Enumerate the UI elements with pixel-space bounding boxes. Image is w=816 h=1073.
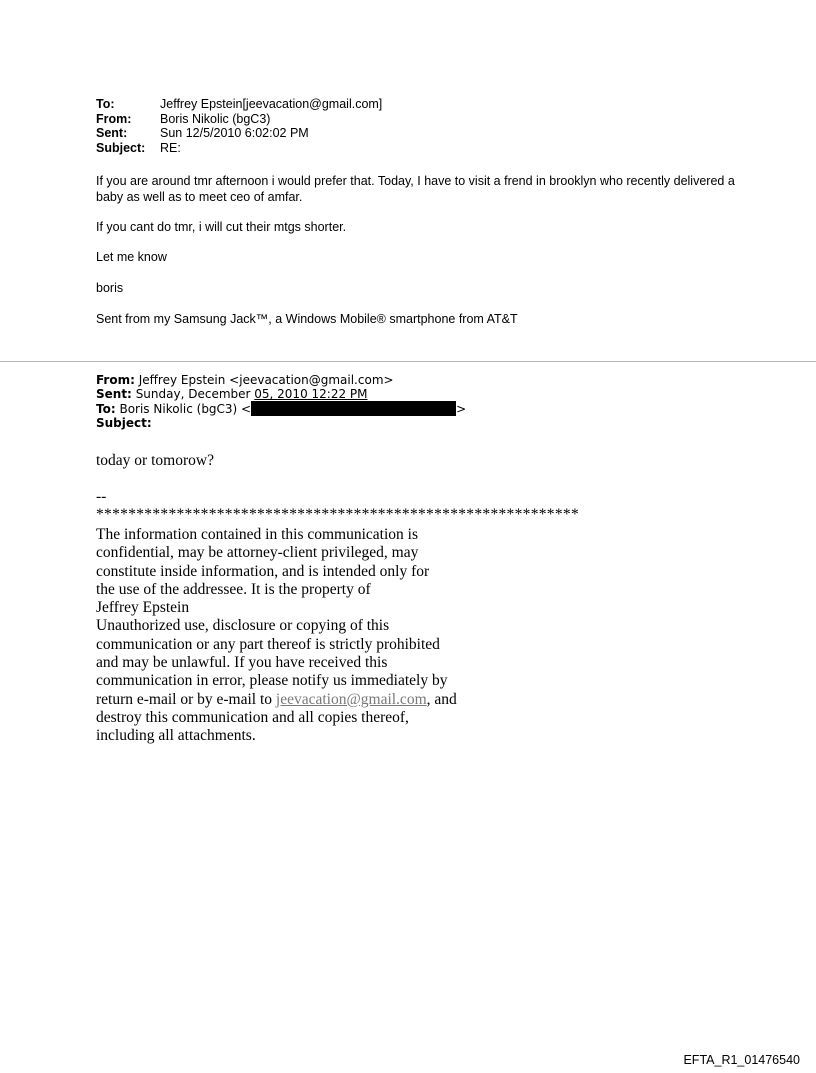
disclaimer-line: the use of the addressee. It is the property of [96, 580, 371, 598]
body-mobile-footer: Sent from my Samsung Jack™, a Windows Mobile® smartphone from AT&T [96, 312, 518, 326]
return-line-suffix: , and [426, 690, 457, 708]
body-paragraph-3: Let me know [96, 250, 167, 264]
subject-row [96, 141, 382, 156]
disclaimer-line: confidential, may be attorney-client privileged, may [96, 544, 419, 562]
disclaimer-line: destroy this communication and all copies thereof, [96, 708, 409, 726]
sent-row [96, 126, 382, 141]
from-label: From: [96, 111, 132, 126]
disclaimer-line: including all attachments. [96, 727, 256, 745]
quoted-sent-label: Sent: [96, 387, 132, 401]
quoted-sent-value: Sunday, December [135, 387, 255, 401]
subject-value: RE: [160, 140, 181, 155]
quoted-subject-row [96, 416, 466, 430]
from-row [96, 112, 382, 127]
to-label: To: [96, 97, 115, 111]
signature-dashes: -- [96, 488, 107, 505]
message-divider [0, 361, 816, 362]
disclaimer-return-line [96, 691, 457, 709]
body-paragraph-1: If you are around tmr afternoon i would prefer that. Today, I have to visit a frend in brooklyn who recently delivered a baby as well as to meet ceo of amfar. [96, 174, 735, 204]
disclaimer-line: The information contained in this communication is [96, 526, 418, 543]
to-value: Jeffrey Epstein[jeevacation@gmail.com] [160, 97, 383, 111]
quoted-sent-row [96, 387, 466, 401]
disclaimer-line: communication in error, please notify us immediately by [96, 672, 448, 690]
quoted-body: today or tomorow? [96, 452, 214, 469]
disclaimer-block [96, 526, 457, 746]
quoted-sent-value-underlined: 05, 2010 12:22 PM [254, 387, 368, 401]
quoted-to-row [96, 401, 466, 416]
quoted-to-label: To: [96, 402, 116, 416]
disclaimer-line: Jeffrey Epstein [96, 599, 190, 617]
sent-label: Sent: [96, 126, 128, 140]
disclaimer-line: Unauthorized use, disclosure or copying of this [96, 617, 390, 635]
body-signature: boris [96, 281, 124, 295]
redaction-bar [251, 401, 456, 416]
quoted-to-value: Boris Nikolic (bgC3) < [119, 402, 252, 416]
quoted-subject-label: Subject: [96, 416, 152, 430]
signature-stars: ************************************************************ [96, 506, 579, 523]
document-id: EFTA_R1_01476540 [683, 1053, 800, 1067]
quoted-from-row [96, 373, 466, 387]
subject-label: Subject: [96, 140, 146, 155]
from-value: Boris Nikolic (bgC3) [160, 111, 271, 126]
disclaimer-line: and may be unlawful. If you have received this [96, 654, 388, 672]
body-paragraph-2: If you cant do tmr, i will cut their mtgs shorter. [96, 220, 347, 234]
email-link[interactable]: jeevacation@gmail.com [275, 690, 427, 708]
return-line-text: return e-mail or by e-mail to [96, 690, 276, 708]
quoted-from-value: Jeffrey Epstein <jeevacation@gmail.com> [138, 373, 394, 387]
disclaimer-line: communication or any part thereof is strictly prohibited [96, 635, 440, 653]
to-row [96, 97, 382, 112]
disclaimer-line: constitute inside information, and is intended only for [96, 562, 430, 580]
email-header [96, 97, 382, 155]
quoted-email-header [96, 373, 466, 430]
quoted-to-value-close: > [456, 402, 467, 416]
quoted-from-label: From: [96, 373, 135, 387]
sent-value: Sun 12/5/2010 6:02:02 PM [160, 126, 309, 140]
